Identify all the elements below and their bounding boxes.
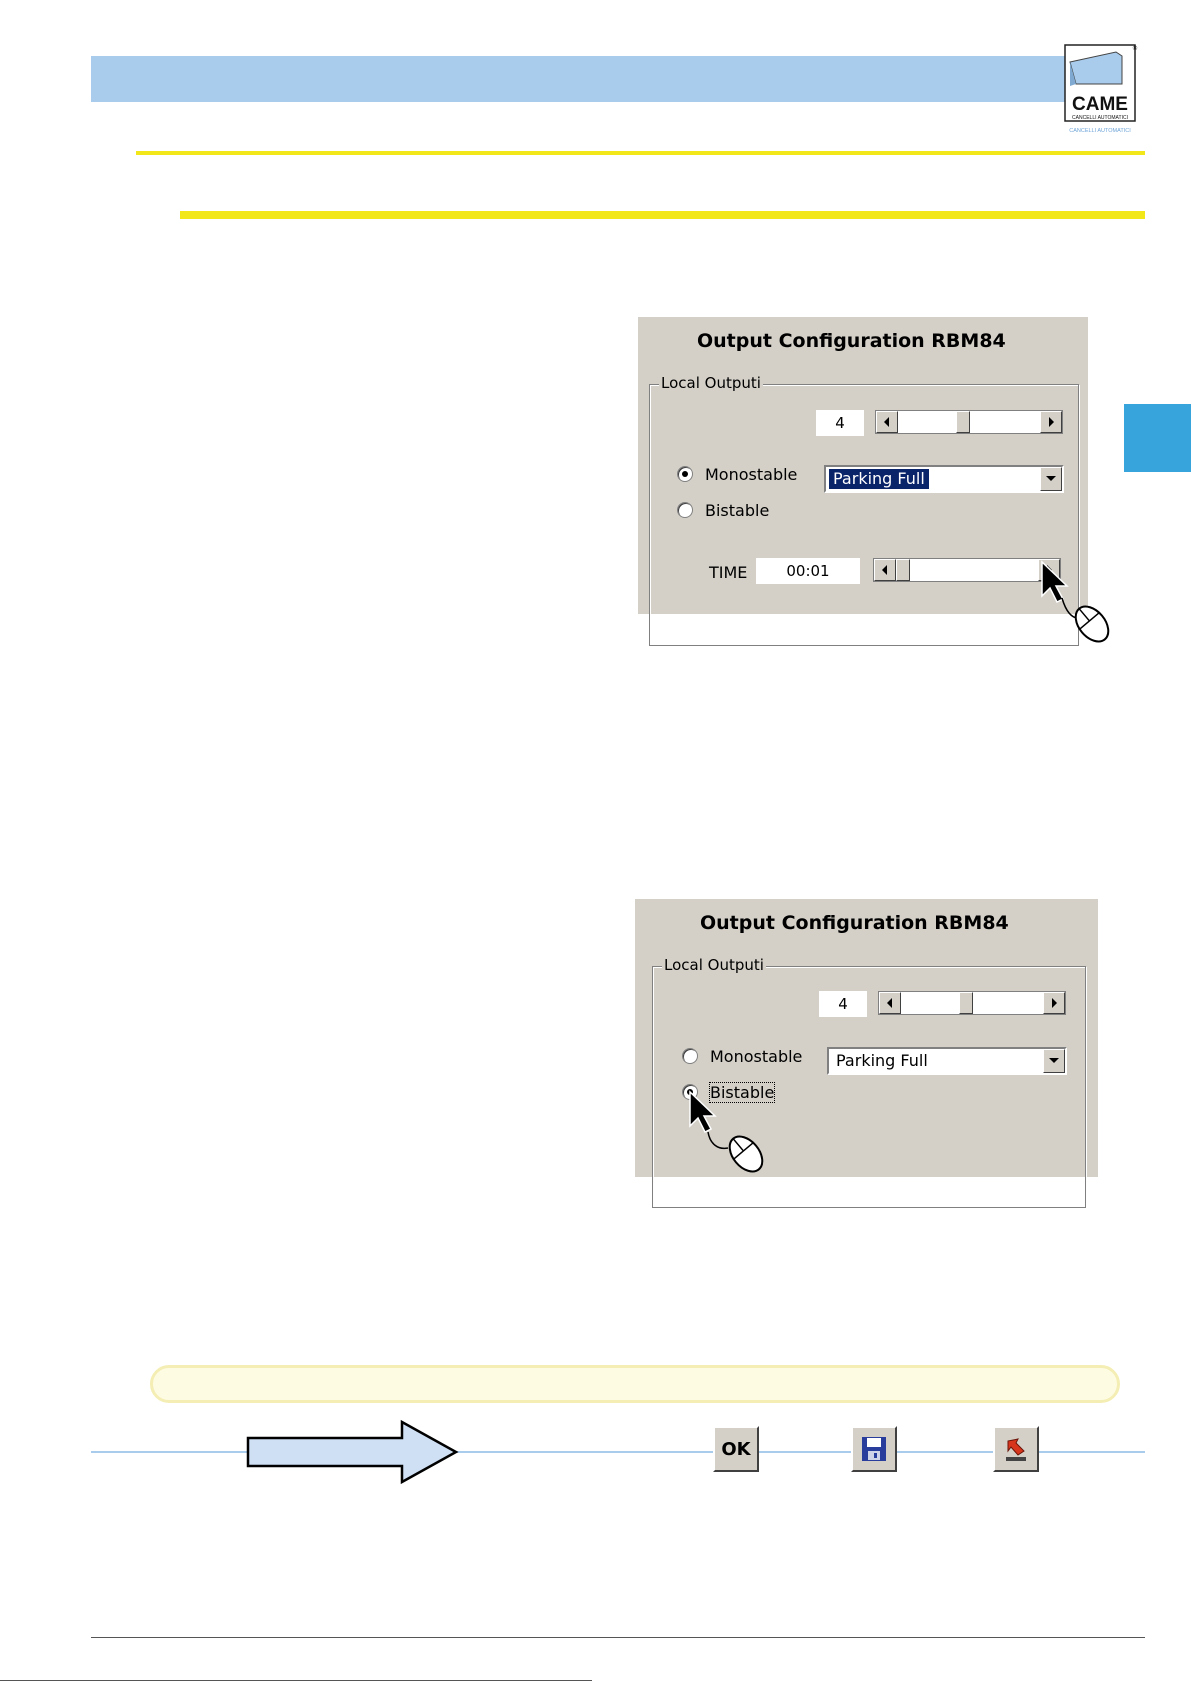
arrow-left-icon — [884, 417, 889, 427]
scroll-left-button[interactable] — [876, 411, 898, 433]
scroll-thumb[interactable] — [956, 411, 970, 433]
output-number-field[interactable]: 4 — [819, 991, 867, 1017]
radio-monostable-label: Monostable — [710, 1046, 803, 1066]
svg-text:®: ® — [1132, 45, 1138, 52]
radio-monostable[interactable] — [677, 466, 693, 482]
group-label: Local Outputi — [661, 374, 761, 392]
exit-arrow-icon — [1002, 1435, 1030, 1463]
arrow-right-icon — [1052, 998, 1057, 1008]
output-number-field[interactable]: 4 — [816, 410, 864, 436]
time-label: TIME — [709, 563, 748, 582]
svg-text:CANCELLI AUTOMATICI: CANCELLI AUTOMATICI — [1069, 128, 1131, 134]
radio-monostable-row[interactable] — [677, 463, 797, 485]
output-function-value: Parking Full — [836, 1051, 928, 1070]
mouse-pointer-icon — [684, 1088, 784, 1178]
section-side-tab — [1124, 404, 1191, 472]
radio-bistable-label: Bistable — [705, 500, 770, 520]
dialog-title: Output Configuration RBM84 — [697, 330, 1006, 352]
note-bar — [150, 1365, 1120, 1403]
header-band — [91, 56, 1101, 102]
radio-bistable-label: Bistable — [710, 1082, 775, 1102]
arrow-left-icon — [887, 998, 892, 1008]
right-arrow-icon — [246, 1420, 462, 1486]
group-label: Local Outputi — [664, 956, 764, 974]
output-function-select[interactable] — [827, 1047, 1067, 1075]
came-logo — [1064, 44, 1136, 136]
dialog-title: Output Configuration RBM84 — [700, 912, 1009, 934]
radio-monostable-row[interactable] — [682, 1045, 802, 1067]
floppy-disk-icon — [861, 1436, 887, 1462]
yellow-rule-section — [180, 211, 1145, 219]
svg-text:CANCELLI AUTOMATICI: CANCELLI AUTOMATICI — [1072, 115, 1128, 121]
output-config-dialog-monostable — [638, 317, 1088, 614]
output-number-scrollbar[interactable] — [875, 410, 1063, 434]
mouse-pointer-icon — [1032, 560, 1122, 645]
radio-bistable[interactable] — [677, 502, 693, 518]
svg-text:CAME: CAME — [1072, 94, 1128, 115]
page-bottom-line — [0, 1680, 592, 1681]
radio-bistable-row[interactable] — [677, 499, 769, 521]
scroll-thumb[interactable] — [896, 559, 910, 581]
exit-button[interactable] — [993, 1426, 1039, 1472]
arrow-right-icon — [1049, 417, 1054, 427]
output-number-scrollbar[interactable] — [878, 991, 1066, 1015]
scroll-right-button[interactable] — [1043, 992, 1065, 1014]
arrow-left-icon — [882, 565, 887, 575]
time-field[interactable]: 00:01 — [756, 558, 860, 584]
radio-monostable[interactable] — [682, 1048, 698, 1064]
chevron-down-icon[interactable] — [1043, 1049, 1065, 1073]
save-button[interactable] — [851, 1426, 897, 1472]
scroll-thumb[interactable] — [959, 992, 973, 1014]
chevron-down-icon[interactable] — [1040, 467, 1062, 491]
ok-button[interactable]: OK — [713, 1426, 759, 1472]
scroll-left-button[interactable] — [879, 992, 901, 1014]
yellow-rule-top — [136, 151, 1145, 155]
radio-monostable-label: Monostable — [705, 464, 798, 484]
output-function-value: Parking Full — [829, 469, 929, 489]
scroll-right-button[interactable] — [1040, 411, 1062, 433]
scroll-left-button[interactable] — [874, 559, 896, 581]
footer-divider — [91, 1637, 1145, 1638]
output-function-select[interactable] — [824, 465, 1064, 493]
